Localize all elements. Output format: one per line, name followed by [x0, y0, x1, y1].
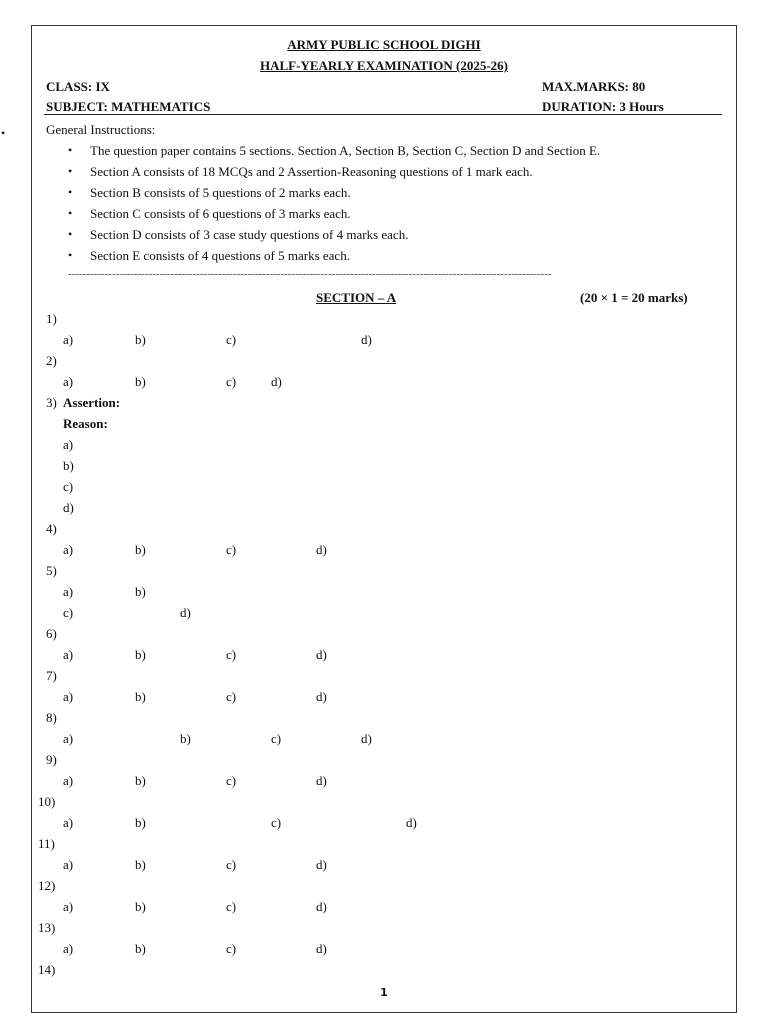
- option-a: a): [63, 941, 74, 956]
- option-d: d): [361, 731, 372, 746]
- bullet: •: [68, 206, 73, 220]
- section-a-title: SECTION – A: [316, 290, 397, 305]
- question-number: 1): [46, 311, 57, 326]
- bullet: •: [68, 248, 73, 262]
- assertion-label: Assertion:: [63, 395, 121, 410]
- option-b: b): [180, 731, 191, 746]
- option-d: d): [316, 647, 327, 662]
- option-a: a): [63, 815, 74, 830]
- instruction-item: Section A consists of 18 MCQs and 2 Assertion-Reasoning questions of 1 mark each.: [90, 164, 533, 179]
- option-a: a): [63, 773, 74, 788]
- option-b: b): [135, 542, 146, 557]
- bullet: •: [68, 164, 73, 178]
- question-number: 8): [46, 710, 57, 725]
- question-number: 11): [38, 836, 55, 851]
- option-d: d): [63, 500, 74, 515]
- option-a: a): [63, 542, 74, 557]
- instruction-item: Section C consists of 6 questions of 3 marks each.: [90, 206, 351, 221]
- option-b: b): [63, 458, 74, 473]
- option-d: d): [180, 605, 191, 620]
- class-label: CLASS: IX: [46, 79, 110, 94]
- option-c: c): [226, 773, 237, 788]
- option-d: d): [316, 857, 327, 872]
- option-d: d): [316, 689, 327, 704]
- question-number: 13): [38, 920, 56, 935]
- question-number: 2): [46, 353, 57, 368]
- instruction-item: Section E consists of 4 questions of 5 marks each.: [90, 248, 350, 263]
- option-a: a): [63, 647, 74, 662]
- option-d: d): [406, 815, 417, 830]
- option-c: c): [271, 815, 282, 830]
- exam-title: HALF-YEARLY EXAMINATION (2025-26): [260, 58, 508, 73]
- question-number: 4): [46, 521, 57, 536]
- question-number: 6): [46, 626, 57, 641]
- option-a: a): [63, 857, 74, 872]
- instruction-item: Section B consists of 5 questions of 2 marks each.: [90, 185, 351, 200]
- option-b: b): [135, 689, 146, 704]
- option-d: d): [316, 899, 327, 914]
- option-c: c): [226, 542, 237, 557]
- bullet: •: [68, 143, 73, 157]
- instruction-item: The question paper contains 5 sections. Section A, Section B, Section C, Section D and Section E.: [90, 143, 601, 158]
- option-d: d): [271, 374, 282, 389]
- duration-label: DURATION: 3 Hours: [542, 99, 664, 114]
- question-number: 9): [46, 752, 57, 767]
- option-d: d): [316, 941, 327, 956]
- option-a: a): [63, 374, 74, 389]
- option-b: b): [135, 815, 146, 830]
- option-b: b): [135, 899, 146, 914]
- instruction-item: Section D consists of 3 case study questions of 4 marks each.: [90, 227, 409, 242]
- max-marks-label: MAX.MARKS: 80: [542, 79, 646, 94]
- option-a: a): [63, 437, 74, 452]
- page-number: 1: [380, 986, 388, 999]
- question-number: 10): [38, 794, 56, 809]
- option-c: c): [226, 374, 237, 389]
- option-d: d): [316, 542, 327, 557]
- option-c: c): [271, 731, 282, 746]
- option-a: a): [63, 689, 74, 704]
- question-number: 3): [46, 395, 57, 410]
- option-c: c): [226, 899, 237, 914]
- school-name: ARMY PUBLIC SCHOOL DIGHI: [287, 37, 481, 52]
- subject-label: SUBJECT: MATHEMATICS: [46, 99, 211, 114]
- question-number: 5): [46, 563, 57, 578]
- option-b: b): [135, 584, 146, 599]
- option-b: b): [135, 374, 146, 389]
- option-c: c): [63, 479, 74, 494]
- option-b: b): [135, 647, 146, 662]
- question-number: 12): [38, 878, 56, 893]
- reason-label: Reason:: [63, 416, 108, 431]
- option-d: d): [361, 332, 372, 347]
- bullet: •: [68, 227, 73, 241]
- option-a: a): [63, 731, 74, 746]
- option-c: c): [226, 647, 237, 662]
- option-a: a): [63, 332, 74, 347]
- bullet: •: [68, 185, 73, 199]
- option-c: c): [226, 332, 237, 347]
- option-b: b): [135, 773, 146, 788]
- section-a-marks: (20 × 1 = 20 marks): [580, 290, 688, 305]
- option-a: a): [63, 584, 74, 599]
- instructions-heading: General Instructions:: [46, 122, 156, 137]
- dashed-divider: ------------------------------------------------------------------------------------------------------------------------------------: [68, 268, 552, 280]
- option-c: c): [226, 941, 237, 956]
- option-c: c): [226, 857, 237, 872]
- option-a: a): [63, 899, 74, 914]
- option-b: b): [135, 857, 146, 872]
- option-b: b): [135, 332, 146, 347]
- option-c: c): [226, 689, 237, 704]
- question-number: 7): [46, 668, 57, 683]
- question-number: 14): [38, 962, 56, 977]
- margin-dot: •: [1, 126, 6, 140]
- option-b: b): [135, 941, 146, 956]
- option-c: c): [63, 605, 74, 620]
- header-rule: [44, 114, 722, 115]
- option-d: d): [316, 773, 327, 788]
